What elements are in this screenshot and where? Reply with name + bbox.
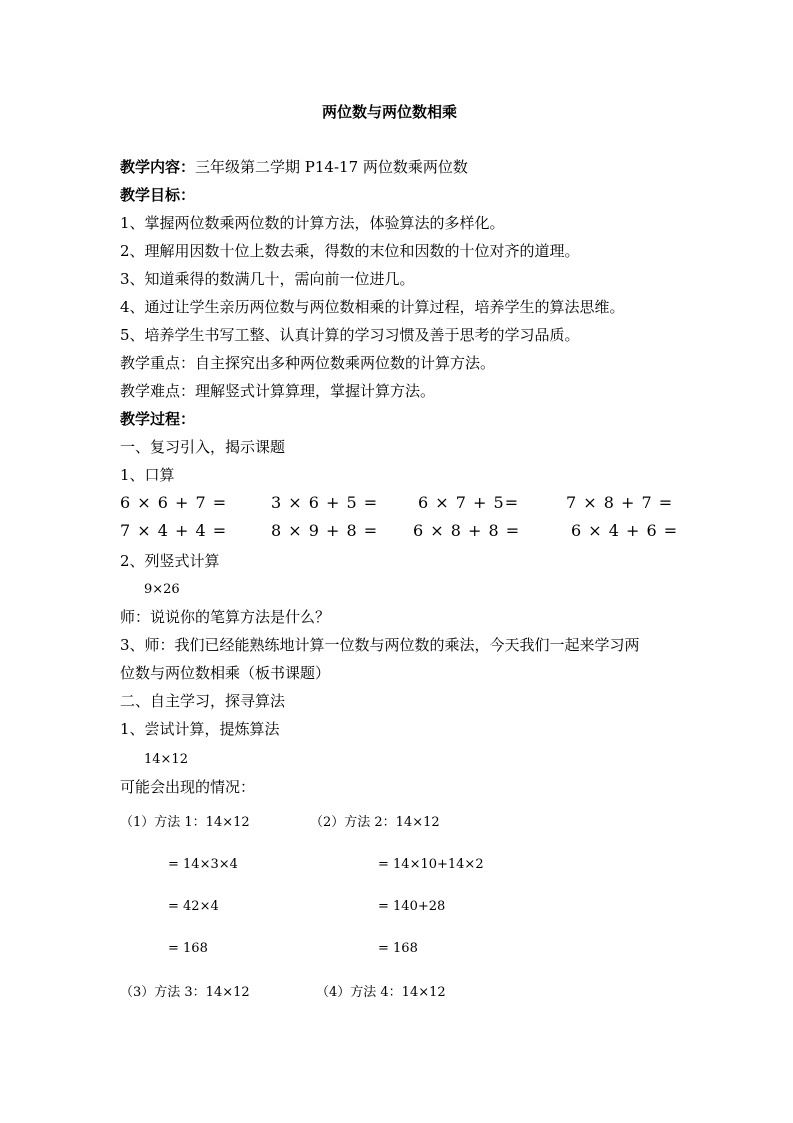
process-heading: 教学过程： xyxy=(120,410,196,428)
intro-paragraph: 3、师：我们已经能熟练地计算一位数与两位数的乘法，今天我们一起来学习两 xyxy=(120,636,640,654)
try-expression: 14×12 xyxy=(144,752,188,767)
intro-paragraph: 位数与两位数相乘（板书课题） xyxy=(120,664,331,682)
oral-expression: 6 × 4 + 6 = xyxy=(571,521,679,540)
method-step: = 42×4 xyxy=(168,899,219,914)
oral-expression: 6 × 8 + 8 = xyxy=(413,521,521,540)
objective-item: 2、理解用因数十位上数去乘，得数的末位和因数的十位对齐的道理。 xyxy=(120,242,580,260)
subsection-heading: 2、列竖式计算 xyxy=(120,552,220,570)
oral-expression: 7 × 4 + 4 = xyxy=(120,521,228,540)
section-heading: 一、复习引入，揭示课题 xyxy=(120,438,286,456)
possible-cases: 可能会出现的情况： xyxy=(120,778,256,796)
objective-item: 1、掌握两位数乘两位数的计算方法，体验算法的多样化。 xyxy=(120,214,505,232)
content-text: 三年级第二学期 P14-17 两位数乘两位数 xyxy=(195,158,468,176)
content-line xyxy=(120,157,468,177)
oral-expression: 6 × 6 + 7 = xyxy=(120,493,228,512)
difficulty: 教学难点：理解竖式计算算理，掌握计算方法。 xyxy=(120,382,436,400)
oral-expression: 7 × 8 + 7 = xyxy=(566,493,674,512)
method-heading: （4）方法 4：14×12 xyxy=(316,985,446,1000)
method-step: = 168 xyxy=(168,941,208,956)
teacher-question: 师：说说你的笔算方法是什么？ xyxy=(120,608,331,626)
objective-item: 5、培养学生书写工整、认真计算的学习习惯及善于思考的学习品质。 xyxy=(120,326,580,344)
objective-item: 4、通过让学生亲历两位数与两位数相乘的计算过程，培养学生的算法思维。 xyxy=(120,298,625,316)
content-label: 教学内容： xyxy=(120,158,196,176)
method-step: = 14×3×4 xyxy=(168,857,238,872)
method-step: = 140+28 xyxy=(378,899,446,914)
objectives-heading: 教学目标： xyxy=(120,186,196,204)
oral-expression: 6 × 7 + 5= xyxy=(418,493,520,512)
method-step: = 14×10+14×2 xyxy=(378,857,484,872)
method-heading: （2）方法 2：14×12 xyxy=(310,815,440,830)
section-heading: 二、自主学习，探寻算法 xyxy=(120,692,286,710)
oral-expression: 3 × 6 + 5 = xyxy=(271,493,379,512)
vertical-expression: 9×26 xyxy=(144,582,180,597)
key-point: 教学重点：自主探究出多种两位数乘两位数的计算方法。 xyxy=(120,354,496,372)
method-step: = 168 xyxy=(378,941,418,956)
method-heading: （3）方法 3：14×12 xyxy=(120,985,250,1000)
subsection-heading: 1、尝试计算，提炼算法 xyxy=(120,720,280,738)
page-title: 两位数与两位数相乘 xyxy=(322,103,458,121)
method-heading: （1）方法 1：14×12 xyxy=(120,815,250,830)
oral-expression: 8 × 9 + 8 = xyxy=(271,521,379,540)
objective-item: 3、知道乘得的数满几十，需向前一位进几。 xyxy=(120,270,415,288)
subsection-heading: 1、口算 xyxy=(120,466,175,484)
